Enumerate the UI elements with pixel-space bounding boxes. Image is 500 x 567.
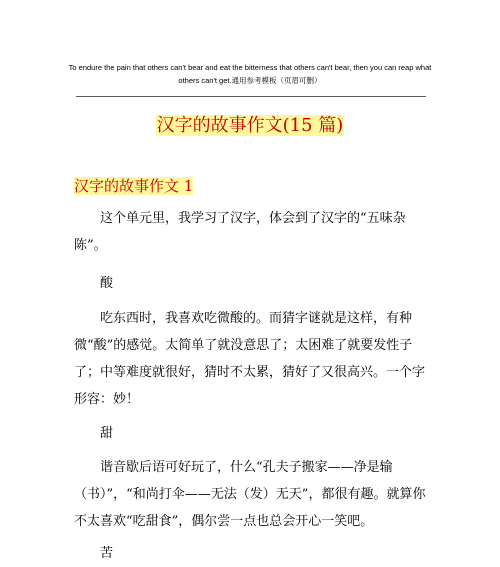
subheading-bitter: 苦 <box>100 546 114 561</box>
body-paragraph: 这个单元里，我学习了汉字，体会到了汉字的“五味杂陈”。 <box>74 211 406 253</box>
section-heading <box>74 175 193 197</box>
page-header-line-1: To endure the pain that others can't bear and eat the bitterness that others can't bear, then you can reap what <box>68 63 432 72</box>
document-title-text: 汉字的故事作文(15 篇) <box>156 115 344 136</box>
header-divider <box>76 96 426 97</box>
subheading-sweet: 甜 <box>100 426 114 441</box>
document-title <box>0 113 500 139</box>
subheading-sour: 酸 <box>100 276 114 291</box>
section-heading-text: 汉字的故事作文 1 <box>74 177 194 195</box>
body-paragraph: 吃东西时，我喜欢吃微酸的。而猜字谜就是这样，有种微“酸”的感觉。太简单了就没意思了；太困难了就要发性子了；中等难度就很好，猜时不太累，猜好了又很高兴。一个字形容：妙！ <box>74 311 426 407</box>
body-paragraph: 谐音歇后语可好玩了，什么“孔夫子搬家——净是输（书）”，“和尚打伞——无法（发）无天”，都很有趣。就算你不太喜欢“吃甜食”，偶尔尝一点也总会开心一笑吧。 <box>74 460 426 529</box>
page-header-line-2: others can't get.通用参考模板（页眉可删） <box>178 76 322 85</box>
